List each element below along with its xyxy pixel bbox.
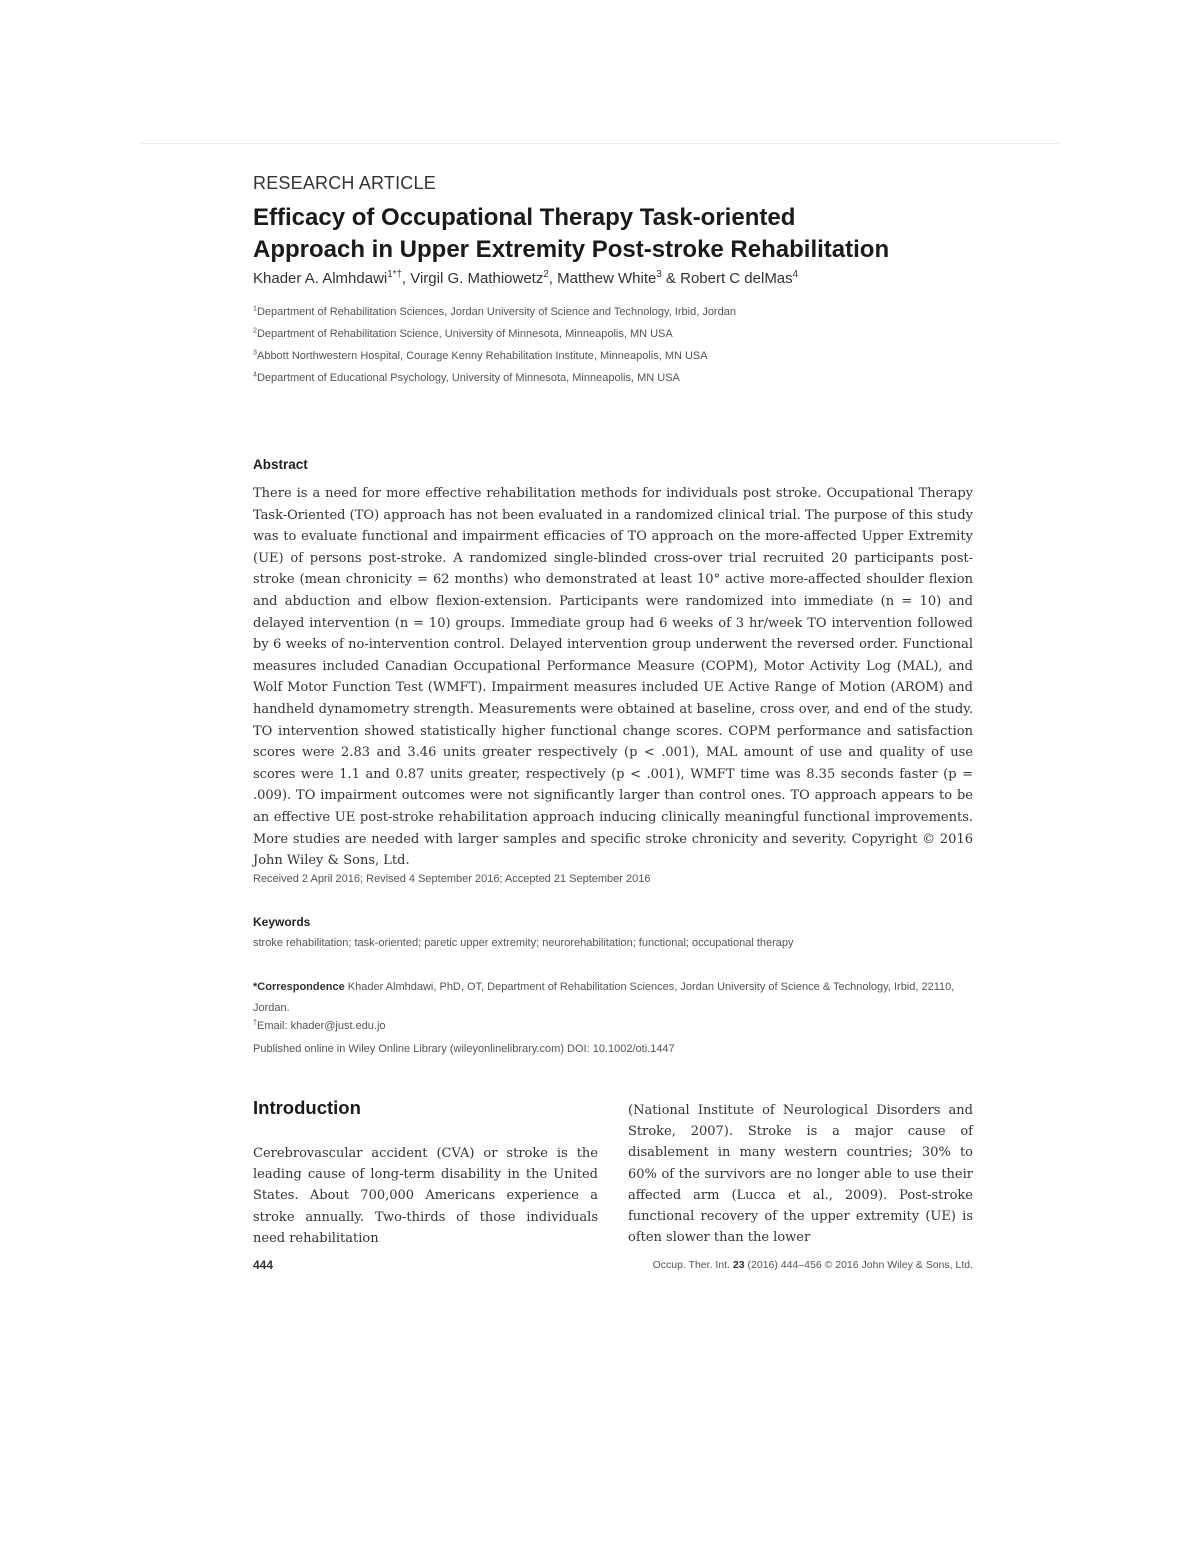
author-name: Virgil G. Mathiowetz: [410, 270, 544, 287]
author-separator: ,: [401, 270, 411, 287]
affiliation: [253, 326, 736, 348]
abstract-body: There is a need for more effective rehabilitation methods for individuals post stroke. Occupational Therapy Task-Oriented (TO) approach has not been evaluated in a randomized clinical trial. The purpose of this study was to evaluate functional and impairment efficacies of TO approach on the more-affected Upper Extremity (UE) of persons post-stroke. A randomized single-blinded cross-over trial recruited 20 participants post-stroke (mean chronicity = 62 months) who demonstrated at least 10° active more-affected shoulder flexion and abduction and elbow flexion-extension. Participants were randomized into immediate (n = 10) and delayed intervention (n = 10) groups. Immediate group had 6 weeks of 3 hr/week TO intervention followed by 6 weeks of no-intervention control. Delayed intervention group underwent the reversed order. Functional measures included Canadian Occupational Performance Measure (COPM), Motor Activity Log (MAL), and Wolf Motor Function Test (WMFT). Impairment measures included UE Active Range of Motion (AROM) and handheld dynamometry strength. Measurements were obtained at baseline, cross over, and end of the study. TO intervention showed statistically higher functional change scores. COPM performance and satisfaction scores were 2.83 and 3.46 units greater respectively (p < .001), MAL amount of use and quality of use scores were 1.1 and 0.87 units greater, respectively (p < .001), WMFT time was 8.35 seconds faster (p = .009). TO impairment outcomes were not significantly larger than control ones. TO approach appears to be an effective UE post-stroke rehabilitation approach inducing clinically meaningful functional improvements. More studies are needed with larger samples and specific stroke chronicity and severity. Copyright © 2016 John Wiley & Sons, Ltd.: [253, 486, 973, 869]
correspondence-text: Khader Almhdawi, PhD, OT, Department of Rehabilitation Sciences, Jordan University of Science & Technology, Irbid, 22110, Jordan.: [253, 981, 955, 1014]
page-number: 444: [253, 1258, 274, 1272]
affiliation-text: Department of Rehabilitation Science, University of Minnesota, Minneapolis, MN USA: [256, 328, 673, 340]
journal-volume: 23: [732, 1259, 745, 1271]
published-online: Published online in Wiley Online Library (wileyonlinelibrary.com) DOI: 10.1002/oti.1447: [253, 1043, 675, 1055]
author-affil-mark: 3: [656, 269, 662, 280]
author-name: Matthew White: [557, 270, 657, 287]
affiliation-mark: 2: [253, 326, 257, 335]
introduction-heading: Introduction: [253, 1097, 361, 1118]
title-line: Efficacy of Occupational Therapy Task-oriented: [253, 204, 796, 231]
article-type: RESEARCH ARTICLE: [253, 173, 436, 193]
affiliation: [253, 370, 736, 392]
affiliation-text: Abbott Northwestern Hospital, Courage Kenny Rehabilitation Institute, Minneapolis, MN USA: [256, 350, 708, 362]
author-name: Khader A. Almhdawi: [253, 270, 388, 287]
author-affil-mark: 1*†: [387, 269, 402, 280]
author-affil-mark: 2: [543, 269, 549, 280]
journal-name: Occup. Ther. Int.: [652, 1259, 730, 1271]
journal-pages-copyright: (2016) 444–456 © 2016 John Wiley & Sons, Ltd.: [747, 1259, 973, 1271]
correspondence: [253, 977, 973, 1019]
article-title: [253, 202, 993, 266]
affiliation-mark: 4: [253, 370, 257, 379]
email-mark: †: [253, 1018, 257, 1027]
author-separator: &: [661, 270, 681, 287]
affiliation-list: [253, 304, 736, 392]
email-line: [253, 1020, 386, 1032]
article-dates: Received 2 April 2016; Revised 4 September 2016; Accepted 21 September 2016: [253, 873, 651, 885]
abstract-heading: Abstract: [253, 457, 308, 472]
affiliation-text: Department of Rehabilitation Sciences, Jordan University of Science and Technology, Irbid, Jordan: [256, 306, 736, 318]
author-affil-mark: 4: [792, 269, 799, 280]
email-text: Email: khader@just.edu.jo: [256, 1020, 386, 1032]
author-list: [253, 270, 798, 287]
introduction-paragraph: Cerebrovascular accident (CVA) or stroke is the leading cause of long-term disability in the United States. About 700,000 Americans experience a stroke annually. Two-thirds of those individuals need rehabilitation: [253, 1146, 598, 1246]
author-separator: ,: [548, 270, 558, 287]
keywords-list: stroke rehabilitation; task-oriented; paretic upper extremity; neurorehabilitation; functional; occupational therapy: [253, 937, 794, 949]
affiliation: [253, 348, 736, 370]
affiliation-mark: 3: [253, 348, 257, 357]
keywords-heading: Keywords: [253, 915, 311, 929]
journal-reference: [653, 1259, 973, 1271]
body-column-right: [628, 1100, 973, 1248]
affiliation-text: Department of Educational Psychology, University of Minnesota, Minneapolis, MN USA: [256, 372, 680, 384]
body-column-left: [253, 1143, 598, 1249]
introduction-paragraph: (National Institute of Neurological Disorders and Stroke, 2007). Stroke is a major cause of disablement in many western countries; 30% to 60% of the survivors are no longer able to use their affected arm (Lucca et al., 2009). Post-stroke functional recovery of the upper extremity (UE) is often slower than the lower: [628, 1103, 973, 1246]
correspondence-label: *Correspondence: [253, 981, 345, 993]
affiliation: [253, 304, 736, 326]
title-line: Approach in Upper Extremity Post-stroke Rehabilitation: [253, 236, 890, 263]
affiliation-mark: 1: [253, 304, 257, 313]
author-name: Robert C delMas: [680, 270, 793, 287]
top-rule: [140, 143, 1060, 144]
